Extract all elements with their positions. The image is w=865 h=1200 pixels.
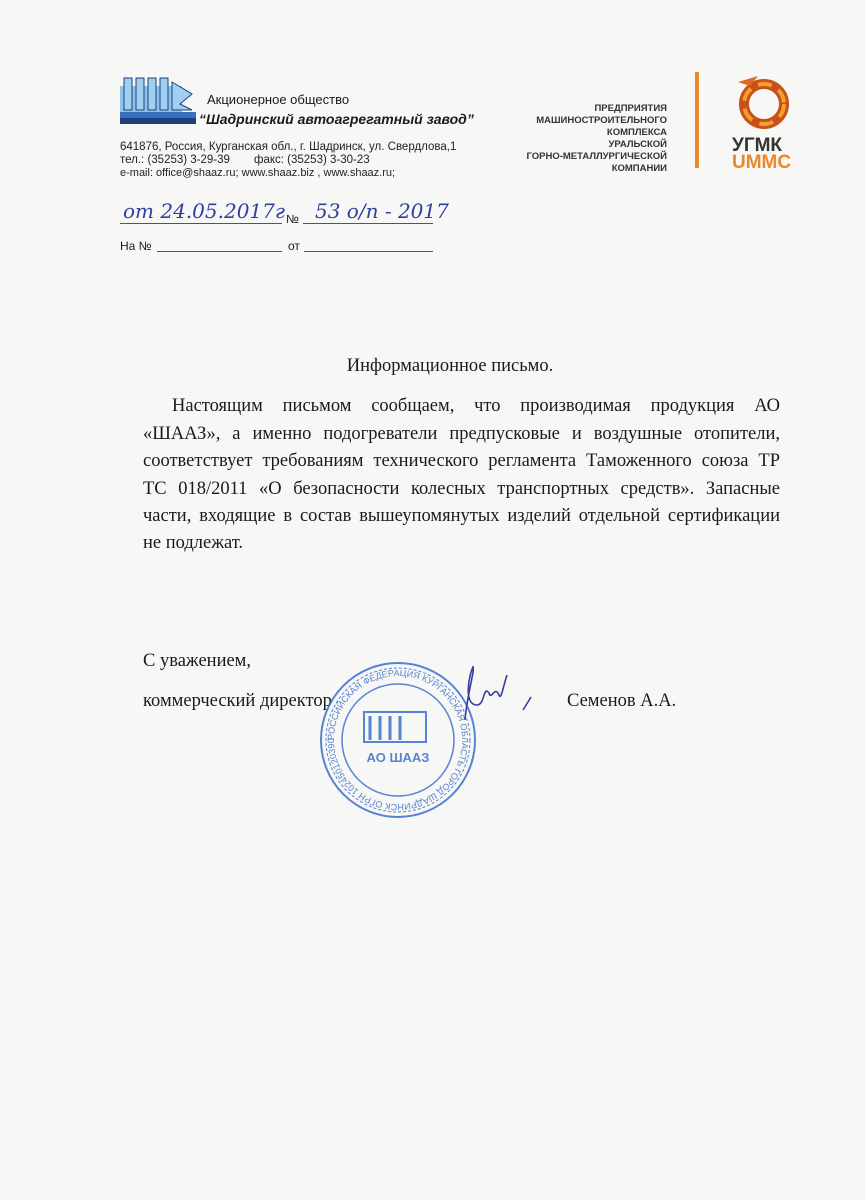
signer-name: Семенов А.А. (567, 691, 677, 711)
signer-title: коммерческий директор (143, 691, 332, 711)
body-line: соответствует требованиям технического регламента Таможенного союза ТР (143, 451, 780, 471)
company-contacts: e-mail: office@shaaz.ru; www.shaaz.biz , www.shaaz.ru; (120, 167, 396, 179)
body-line: ТС 018/2011 «О безопасности колесных транспортных средств». Запасные (143, 479, 780, 499)
from-label: от (288, 239, 300, 253)
number-label: № (286, 212, 299, 226)
orange-divider (695, 72, 699, 168)
reply-label: На № (120, 239, 152, 253)
signature (455, 665, 535, 730)
letter-title: Информационное письмо. (346, 356, 554, 376)
body-line: не подлежат. (143, 533, 244, 553)
ugmk-logo: УГМК UMMC (728, 72, 800, 168)
svg-text:РОССИЙСКАЯ ФЕДЕРАЦИЯ КУРГАНСКА: РОССИЙСКАЯ ФЕДЕРАЦИЯ КУРГАНСКАЯ ОБЛАСТЬ ГОРОД ШАДРИНСК ОГРН 102450120390 (325, 667, 471, 813)
number-handwritten: 53 о/п - 2017 (315, 199, 449, 223)
company-fax: факс: (35253) 3-30-23 (254, 154, 370, 166)
closing: С уважением, (143, 651, 252, 671)
body-line: Настоящим письмом сообщаем, что производимая продукция АО (172, 396, 780, 416)
company-address: 641876, Россия, Курганская обл., г. Шадринск, ул. Свердлова,1 (120, 141, 457, 153)
group-description: ПРЕДПРИЯТИЯ МАШИНОСТРОИТЕЛЬНОГО КОМПЛЕКСА УРАЛЬСКОЙ ГОРНО-МЕТАЛЛУРГИЧЕСКОЙ КОМПАНИИ (526, 103, 667, 174)
body-line: части, входящие в состав вышеупомянутых изделий отдельной сертификации (143, 506, 780, 526)
body-line: «ШААЗ», а именно подогреватели предпусковые и воздушные отопители, (143, 424, 780, 444)
date-handwritten: от 24.05.2017г (123, 199, 285, 223)
svg-text:АО ШААЗ: АО ШААЗ (366, 750, 430, 765)
company-name: “Шадринский автоагрегатный завод” (199, 111, 474, 127)
company-phone: тел.: (35253) 3-29-39 (120, 154, 230, 166)
shaaz-logo (120, 74, 198, 126)
reply-date-field (304, 250, 433, 252)
reply-number-field (157, 250, 282, 252)
company-stamp (318, 660, 478, 820)
company-form: Акционерное общество (207, 92, 350, 107)
